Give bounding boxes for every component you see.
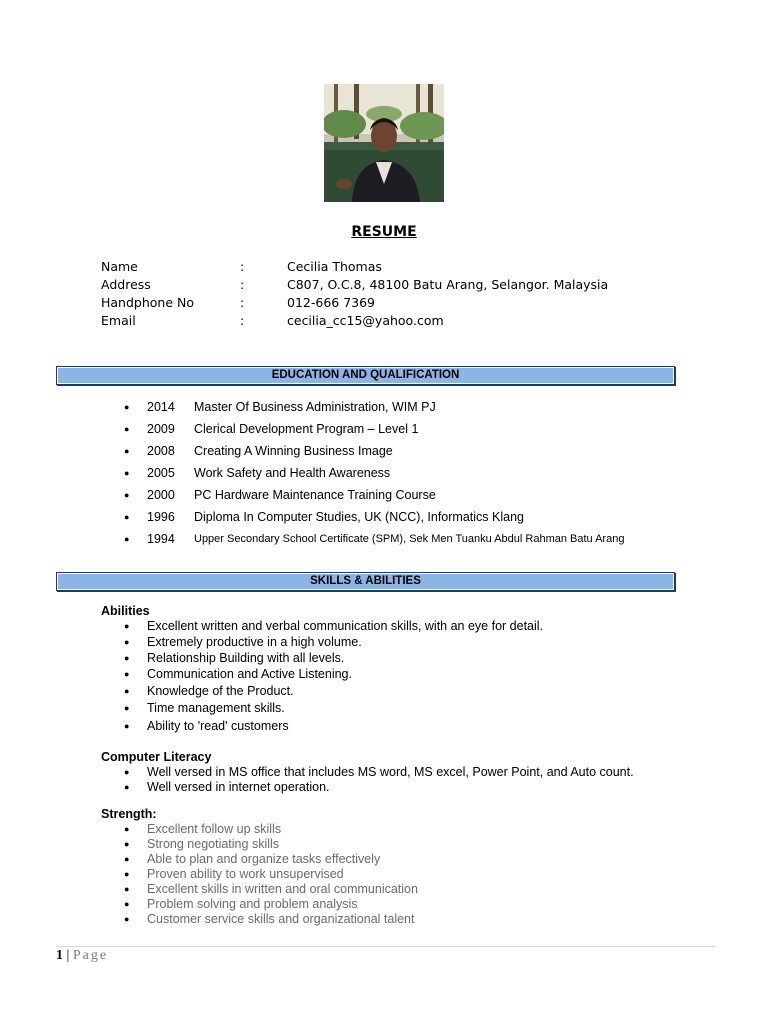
education-year: 2008 — [147, 444, 175, 458]
bullet: ● — [124, 512, 130, 522]
bullet: ● — [124, 534, 130, 544]
bullet: ● — [124, 703, 130, 713]
page-number: 1 — [56, 948, 63, 963]
strength-text: Strong negotiating skills — [147, 837, 280, 851]
list-item — [0, 484, 768, 506]
list-item — [0, 837, 768, 852]
page-label: Page — [72, 948, 109, 963]
strength-text: Excellent skills in written and oral communication — [147, 882, 418, 896]
education-desc: Upper Secondary School Certificate (SPM), Sek Men Tuanku Abdul Rahman Batu Arang — [194, 533, 625, 545]
info-value: 012-666 7369 — [287, 295, 376, 310]
ability-text: Excellent written and verbal communication skills, with an eye for detail. — [147, 619, 544, 633]
abilities-list — [0, 619, 768, 735]
education-desc: Diploma In Computer Studies, UK (NCC), Informatics Klang — [194, 510, 524, 524]
list-item — [0, 852, 768, 867]
education-desc: Master Of Business Administration, WIM PJ — [194, 400, 436, 414]
info-label: Email — [101, 313, 136, 328]
list-item — [0, 719, 768, 735]
info-label: Handphone No — [101, 295, 195, 310]
education-year: 2005 — [147, 466, 175, 480]
bullet: ● — [124, 782, 130, 792]
bullet: ● — [124, 884, 130, 894]
bullet: ● — [124, 686, 130, 696]
strength-text: Able to plan and organize tasks effectively — [147, 852, 381, 866]
skills-heading: SKILLS & ABILITIES — [56, 572, 675, 591]
profile-photo — [324, 84, 444, 202]
ability-text: Relationship Building with all levels. — [147, 651, 345, 665]
bullet: ● — [124, 721, 130, 731]
education-year: 2014 — [147, 400, 175, 414]
bullet: ● — [124, 899, 130, 909]
info-value: cecilia_cc15@yahoo.com — [287, 313, 444, 328]
info-label: Name — [101, 259, 138, 274]
bullet: ● — [124, 402, 130, 412]
list-item — [0, 912, 768, 927]
list-item — [0, 619, 768, 635]
info-value: Cecilia Thomas — [287, 259, 382, 274]
computer-skill-text: Well versed in MS office that includes MS word, MS excel, Power Point, and Auto count. — [147, 765, 634, 779]
list-item — [0, 418, 768, 440]
strength-text: Problem solving and problem analysis — [147, 897, 358, 911]
computer-literacy-list — [0, 765, 768, 795]
bullet: ● — [124, 424, 130, 434]
footer-divider — [56, 946, 716, 947]
bullet: ● — [124, 854, 130, 864]
bullet: ● — [124, 767, 130, 777]
ability-text: Knowledge of the Product. — [147, 684, 294, 698]
bullet: ● — [124, 490, 130, 500]
bullet: ● — [124, 669, 130, 679]
education-list — [0, 396, 768, 550]
list-item — [0, 528, 768, 550]
list-item — [0, 780, 768, 795]
list-item — [0, 897, 768, 912]
bullet: ● — [124, 621, 130, 631]
strength-text: Customer service skills and organizational talent — [147, 912, 415, 926]
list-item — [0, 667, 768, 684]
bullet: ● — [124, 869, 130, 879]
ability-text: Extremely productive in a high volume. — [147, 635, 362, 649]
page-title: RESUME — [351, 224, 417, 240]
education-year: 2009 — [147, 422, 175, 436]
bullet: ● — [124, 468, 130, 478]
info-colon: : — [240, 277, 245, 292]
education-heading: EDUCATION AND QUALIFICATION — [56, 366, 675, 385]
education-desc: Creating A Winning Business Image — [194, 444, 393, 458]
computer-literacy-heading: Computer Literacy — [101, 750, 212, 764]
list-item — [0, 462, 768, 484]
list-item — [0, 882, 768, 897]
list-item — [0, 822, 768, 837]
ability-text: Time management skills. — [147, 701, 285, 715]
list-item — [0, 440, 768, 462]
education-year: 1994 — [147, 532, 175, 546]
bullet: ● — [124, 637, 130, 647]
bullet: ● — [124, 653, 130, 663]
strength-text: Excellent follow up skills — [147, 822, 282, 836]
info-colon: : — [240, 313, 245, 328]
strength-heading: Strength: — [101, 807, 157, 821]
bullet: ● — [124, 914, 130, 924]
education-year: 2000 — [147, 488, 175, 502]
list-item — [0, 506, 768, 528]
list-item — [0, 635, 768, 651]
list-item — [0, 765, 768, 780]
strength-text: Proven ability to work unsupervised — [147, 867, 344, 881]
education-desc: Work Safety and Health Awareness — [194, 466, 391, 480]
info-colon: : — [240, 295, 245, 310]
bullet: ● — [124, 824, 130, 834]
strength-list — [0, 822, 768, 927]
education-desc: Clerical Development Program – Level 1 — [194, 422, 419, 436]
list-item — [0, 396, 768, 418]
page-footer — [56, 948, 108, 964]
info-value: C807, O.C.8, 48100 Batu Arang, Selangor. Malaysia — [287, 277, 609, 292]
ability-text: Communication and Active Listening. — [147, 667, 352, 681]
info-label: Address — [101, 277, 151, 292]
education-desc: PC Hardware Maintenance Training Course — [194, 488, 436, 502]
footer-separator: | — [66, 948, 70, 963]
computer-skill-text: Well versed in internet operation. — [147, 780, 330, 794]
list-item — [0, 701, 768, 719]
ability-text: Ability to 'read' customers — [147, 719, 289, 733]
list-item — [0, 651, 768, 667]
bullet: ● — [124, 446, 130, 456]
education-year: 1996 — [147, 510, 175, 524]
abilities-heading: Abilities — [101, 604, 150, 618]
bullet: ● — [124, 839, 130, 849]
list-item — [0, 684, 768, 701]
list-item — [0, 867, 768, 882]
info-colon: : — [240, 259, 245, 274]
